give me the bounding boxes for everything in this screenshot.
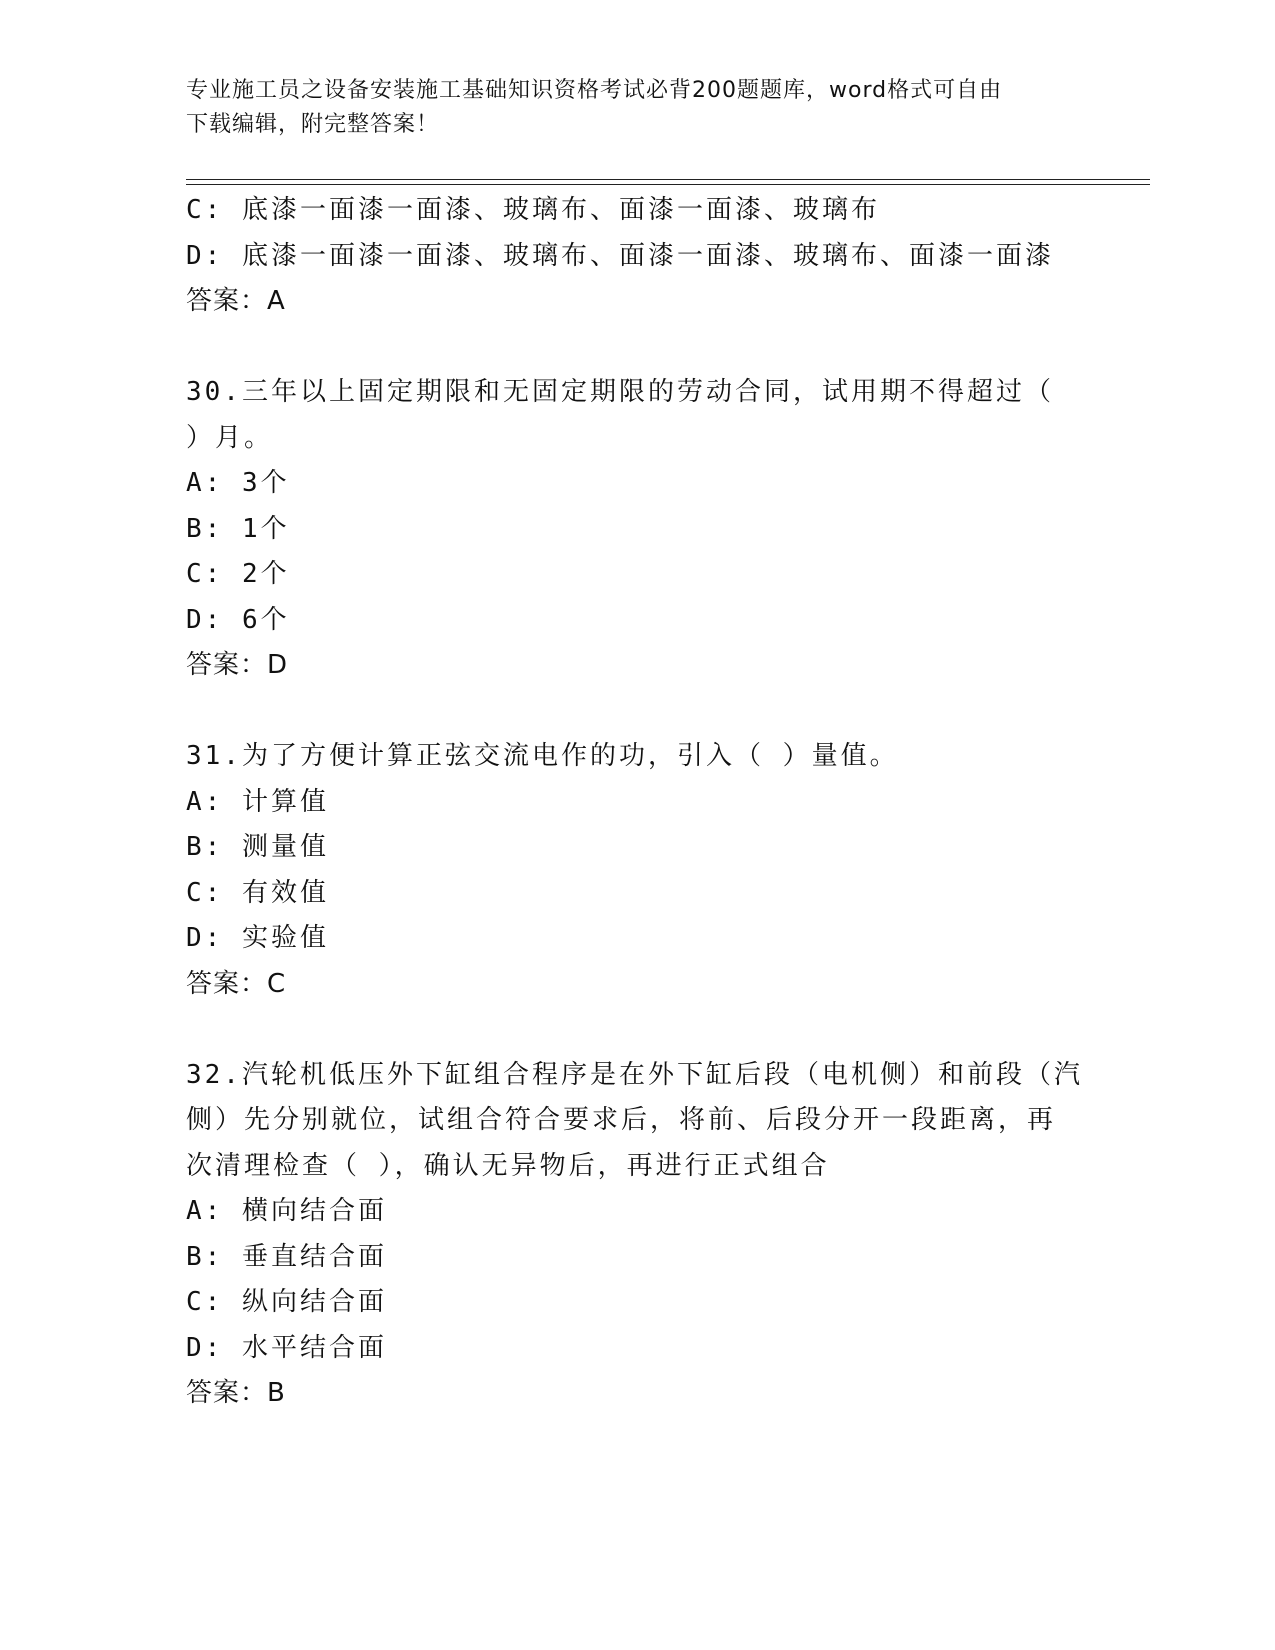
option-c: C: 底漆一面漆一面漆、玻璃布、面漆一面漆、玻璃布 bbox=[186, 195, 880, 225]
option-d: D: 水平结合面 bbox=[186, 1332, 387, 1363]
option-b: B: 1个 bbox=[186, 513, 290, 544]
question-block-30 bbox=[186, 370, 1086, 689]
question-block-32 bbox=[186, 1053, 1086, 1417]
option-d: D: 6个 bbox=[186, 604, 290, 635]
header-divider-top bbox=[186, 179, 1150, 180]
question-stem-line: 次清理检查（ ），确认无异物后，再进行正式组合 bbox=[186, 1150, 830, 1181]
option-a: A: 3个 bbox=[186, 468, 290, 498]
question-stem-line: 32.汽轮机低压外下缸组合程序是在外下缸后段（电机侧）和前段（汽 bbox=[186, 1059, 1083, 1090]
answer-line: 答案：A bbox=[186, 286, 286, 316]
spacer bbox=[186, 689, 1086, 735]
question-block-31 bbox=[186, 734, 1086, 1007]
option-c: C: 有效值 bbox=[186, 877, 329, 908]
answer-line: 答案：B bbox=[186, 1378, 286, 1408]
option-d: D: 底漆一面漆一面漆、玻璃布、面漆一面漆、玻璃布、面漆一面漆 bbox=[186, 240, 1054, 271]
answer-line: 答案：D bbox=[186, 650, 289, 680]
option-a: A: 计算值 bbox=[186, 786, 329, 817]
option-d: D: 实验值 bbox=[186, 923, 329, 953]
question-stem-line: 30.三年以上固定期限和无固定期限的劳动合同，试用期不得超过（ bbox=[186, 377, 1054, 407]
header-title-line-1: 专业施工员之设备安装施工基础知识资格考试必背200题题库，word格式可自由 bbox=[186, 78, 1003, 103]
spacer bbox=[186, 325, 1086, 371]
question-stem-line: 31.为了方便计算正弦交流电作的功，引入（ ）量值。 bbox=[186, 741, 899, 771]
header-divider-bottom bbox=[186, 184, 1150, 185]
spacer bbox=[186, 1007, 1086, 1053]
option-c: C: 2个 bbox=[186, 559, 290, 589]
question-list bbox=[186, 188, 1086, 1417]
option-b: B: 垂直结合面 bbox=[186, 1241, 387, 1272]
question-block-prev bbox=[186, 188, 1086, 325]
option-c: C: 纵向结合面 bbox=[186, 1287, 387, 1317]
option-a: A: 横向结合面 bbox=[186, 1196, 387, 1226]
answer-line: 答案：C bbox=[186, 968, 287, 999]
option-b: B: 测量值 bbox=[186, 832, 329, 862]
document-header bbox=[186, 74, 1066, 142]
question-stem-line: 侧）先分别就位，试组合符合要求后，将前、后段分开一段距离，再 bbox=[186, 1105, 1057, 1135]
question-stem-line: ）月。 bbox=[186, 422, 274, 453]
header-title-line-2: 下载编辑，附完整答案！ bbox=[186, 112, 440, 137]
